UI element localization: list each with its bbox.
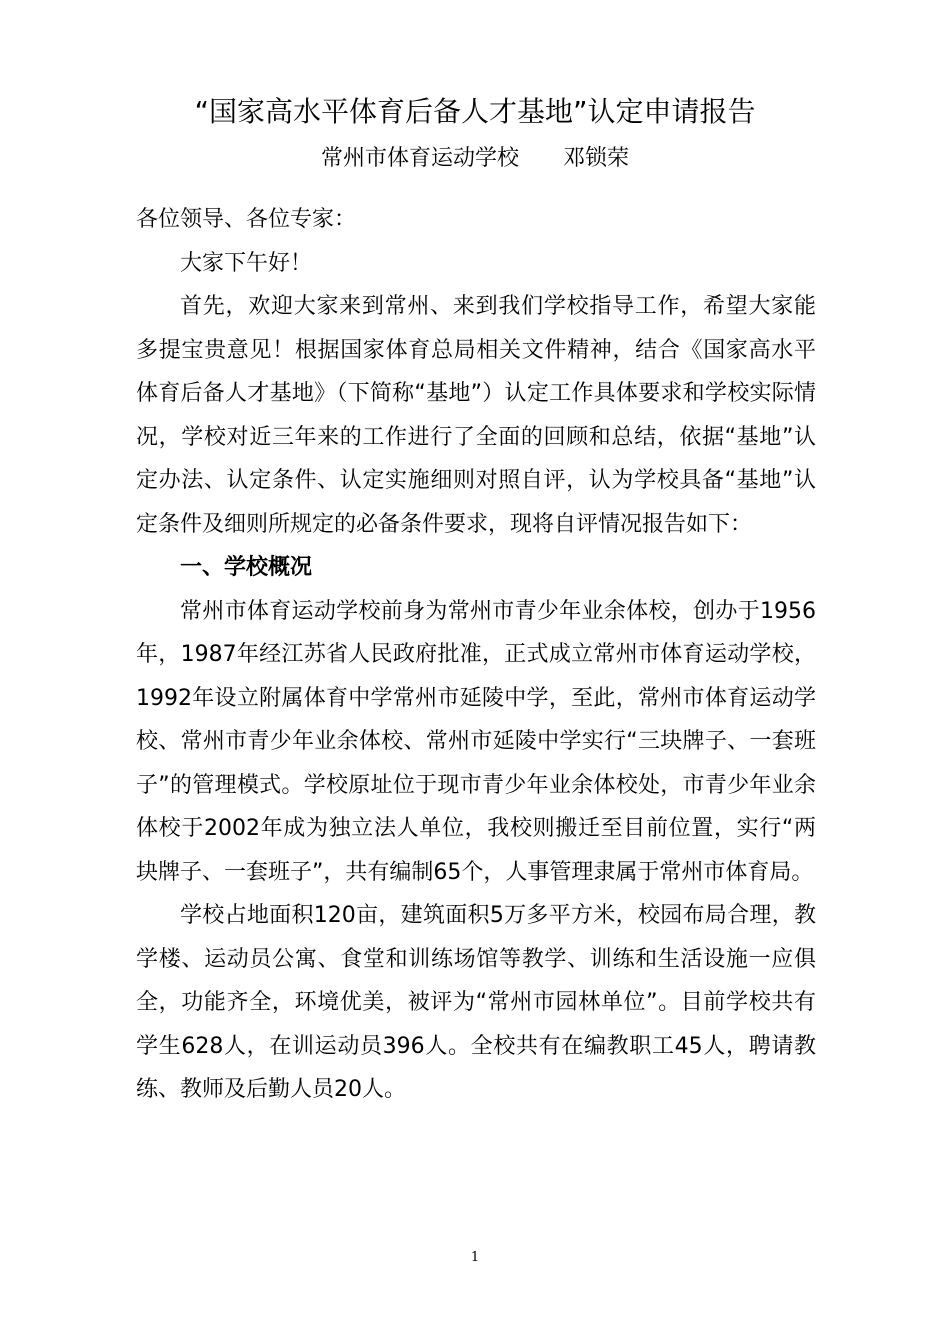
intro-paragraph: 首先，欢迎大家来到常州、来到我们学校指导工作，希望大家能多提宝贵意见！根据国家体育总局相关文件精神，结合《国家高水平体育后备人才基地》（下简称“基地”）认定工作具体要求和学校实际情况，学校对近三年来的工作进行了全面的回顾和总结，依据“基地”认定办法、认定条件、认定实施细则对照自评，认为学校具备“基地”认定条件及细则所规定的必备条件要求，现将自评情况报告如下： (136, 294, 816, 537)
document-author-line (80, 142, 870, 176)
section-paragraph-facilities: 学校占地面积120亩，建筑面积5万多平方米，校园布局合理，教学楼、运动员公寓、食堂和训练场馆等教学、训练和生活设施一应俱全，功能齐全，环境优美，被评为“常州市园林单位”。目前学校共有学生628人，在训运动员396人。全校共有在编教职工45人，聘请教练、教师及后勤人员20人。 (136, 903, 816, 1102)
section-paragraph-history: 常州市体育运动学校前身为常州市青少年业余体校，创办于1956年，1987年经江苏省人民政府批准，正式成立常州市体育运动学校，1992年设立附属体育中学常州市延陵中学，至此，常州市体育运动学校、常州市青少年业余体校、常州市延陵中学实行“三块牌子、一套班子”的管理模式。学校原址位于现市青少年业余体校处，市青少年业余体校于2002年成为独立法人单位，我校则搬迁至目前位置，实行“两块牌子、一套班子”，共有编制65个，人事管理隶属于常州市体育局。 (136, 598, 816, 885)
document-title: “国家高水平体育后备人才基地”认定申请报告 (194, 95, 756, 128)
page-number: 1 (470, 1250, 480, 1265)
author-organization: 常州市体育运动学校 (320, 146, 519, 171)
author-name: 邓锁荣 (563, 146, 630, 171)
salutation: 各位领导、各位专家： (136, 207, 357, 232)
document-body (136, 198, 816, 1112)
section-heading: 一、学校概况 (180, 555, 313, 580)
greeting: 大家下午好！ (180, 250, 313, 276)
